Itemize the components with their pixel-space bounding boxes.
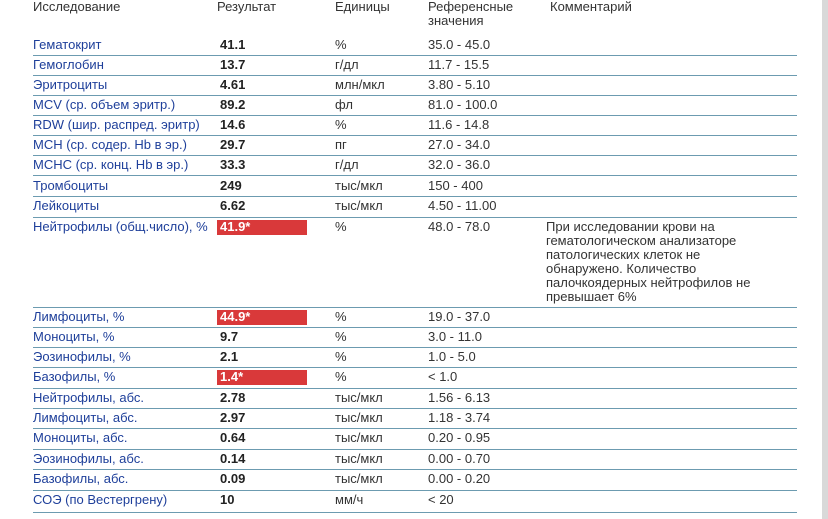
units-value: % xyxy=(335,349,347,364)
result-value: 2.1 xyxy=(220,349,239,364)
reference-range: 27.0 - 34.0 xyxy=(428,137,491,152)
result-value: 10 xyxy=(220,492,235,507)
table-row xyxy=(33,389,797,409)
table-row xyxy=(33,450,797,470)
table-row xyxy=(33,429,797,450)
units-value: % xyxy=(335,329,347,344)
header-units: Единицы xyxy=(335,0,390,14)
result-value: 0.09 xyxy=(220,471,246,486)
units-value: % xyxy=(335,369,347,384)
reference-range: 32.0 - 36.0 xyxy=(428,157,491,172)
reference-range: 48.0 - 78.0 xyxy=(428,219,491,234)
test-name: Моноциты, % xyxy=(33,329,115,344)
reference-range: 0.00 - 0.20 xyxy=(428,471,491,486)
test-name: Нейтрофилы, абс. xyxy=(33,390,145,405)
units-value: тыс/мкл xyxy=(335,390,383,405)
result-value: 14.6 xyxy=(220,117,246,132)
table-row xyxy=(33,470,797,491)
units-value: % xyxy=(335,219,347,234)
table-row xyxy=(33,409,797,429)
result-value: 0.14 xyxy=(220,451,246,466)
result-value: 0.64 xyxy=(220,430,246,445)
flagged-result-value: 44.9* xyxy=(217,310,307,325)
test-name: Тромбоциты xyxy=(33,178,109,193)
test-name: MCHC (ср. конц. Hb в эр.) xyxy=(33,157,189,172)
table-row xyxy=(33,76,797,96)
header-investigation: Исследование xyxy=(33,0,121,14)
table-row xyxy=(33,328,797,348)
reference-range: 0.00 - 0.70 xyxy=(428,451,491,466)
test-name: Нейтрофилы (общ.число), % xyxy=(33,219,208,234)
table-row xyxy=(33,308,797,328)
reference-range: 11.6 - 14.8 xyxy=(428,117,490,132)
table-row xyxy=(33,136,797,156)
table-row xyxy=(33,56,797,76)
table-row xyxy=(33,218,797,308)
result-value: 6.62 xyxy=(220,198,246,213)
reference-range: 1.56 - 6.13 xyxy=(428,390,491,405)
reference-range: 0.20 - 0.95 xyxy=(428,430,491,445)
result-value: 249 xyxy=(220,178,242,193)
reference-range: 11.7 - 15.5 xyxy=(428,57,490,72)
result-value: 89.2 xyxy=(220,97,246,112)
reference-range: < 1.0 xyxy=(428,369,458,384)
test-name: Гематокрит xyxy=(33,37,102,52)
reference-range: < 20 xyxy=(428,492,454,507)
reference-range: 1.0 - 5.0 xyxy=(428,349,476,364)
table-row xyxy=(33,116,797,136)
reference-range: 4.50 - 11.00 xyxy=(428,198,497,213)
test-name: Эозинофилы, % xyxy=(33,349,131,364)
header-comment: Комментарий xyxy=(550,0,632,14)
table-row xyxy=(33,491,797,513)
reference-range: 81.0 - 100.0 xyxy=(428,97,498,112)
flagged-result-value: 1.4* xyxy=(217,370,307,385)
test-name: RDW (шир. распред. эритр) xyxy=(33,117,200,132)
units-value: тыс/мкл xyxy=(335,430,383,445)
header-result: Результат xyxy=(217,0,277,14)
test-name: Моноциты, абс. xyxy=(33,430,128,445)
test-name: Эозинофилы, абс. xyxy=(33,451,144,466)
units-value: % xyxy=(335,37,347,52)
units-value: г/дл xyxy=(335,157,359,172)
page-edge xyxy=(822,0,828,519)
units-value: г/дл xyxy=(335,57,359,72)
result-value: 9.7 xyxy=(220,329,239,344)
units-value: тыс/мкл xyxy=(335,198,383,213)
reference-range: 19.0 - 37.0 xyxy=(428,309,491,324)
flagged-result-value: 41.9* xyxy=(217,220,307,235)
result-value: 29.7 xyxy=(220,137,246,152)
table-row xyxy=(33,36,797,56)
units-value: мм/ч xyxy=(335,492,364,507)
test-name: Лимфоциты, % xyxy=(33,309,125,324)
table-row xyxy=(33,197,797,218)
units-value: тыс/мкл xyxy=(335,410,383,425)
reference-range: 3.80 - 5.10 xyxy=(428,77,491,92)
result-value: 4.61 xyxy=(220,77,246,92)
test-name: Базофилы, абс. xyxy=(33,471,129,486)
table-row xyxy=(33,368,797,389)
units-value: тыс/мкл xyxy=(335,471,383,486)
units-value: % xyxy=(335,117,347,132)
reference-range: 1.18 - 3.74 xyxy=(428,410,491,425)
result-value: 33.3 xyxy=(220,157,246,172)
table-row xyxy=(33,348,797,368)
units-value: фл xyxy=(335,97,353,112)
units-value: % xyxy=(335,309,347,324)
units-value: тыс/мкл xyxy=(335,178,383,193)
test-name: Эритроциты xyxy=(33,77,108,92)
result-value: 13.7 xyxy=(220,57,246,72)
result-value: 41.1 xyxy=(220,37,246,52)
units-value: тыс/мкл xyxy=(335,451,383,466)
table-row xyxy=(33,156,797,176)
reference-range: 3.0 - 11.0 xyxy=(428,329,482,344)
result-value: 2.78 xyxy=(220,390,246,405)
reference-range: 35.0 - 45.0 xyxy=(428,37,491,52)
test-name: СОЭ (по Вестергрену) xyxy=(33,492,168,507)
reference-range: 150 - 400 xyxy=(428,178,483,193)
units-value: млн/мкл xyxy=(335,77,385,92)
test-name: Лимфоциты, абс. xyxy=(33,410,138,425)
result-value: 2.97 xyxy=(220,410,246,425)
test-name: Базофилы, % xyxy=(33,369,116,384)
table-row xyxy=(33,96,797,116)
units-value: пг xyxy=(335,137,347,152)
test-name: Лейкоциты xyxy=(33,198,100,213)
comment-text: При исследовании крови на гематологическом анализаторе патологических клеток не обнаружено. Количество палочкоядерных нейтрофилов не превышает 6% xyxy=(546,219,751,304)
test-name: Гемоглобин xyxy=(33,57,104,72)
header-reference: Референсные значения xyxy=(428,0,514,28)
test-name: MCV (ср. объем эритр.) xyxy=(33,97,176,112)
test-name: MCH (ср. содер. Hb в эр.) xyxy=(33,137,187,152)
table-row xyxy=(33,177,797,197)
